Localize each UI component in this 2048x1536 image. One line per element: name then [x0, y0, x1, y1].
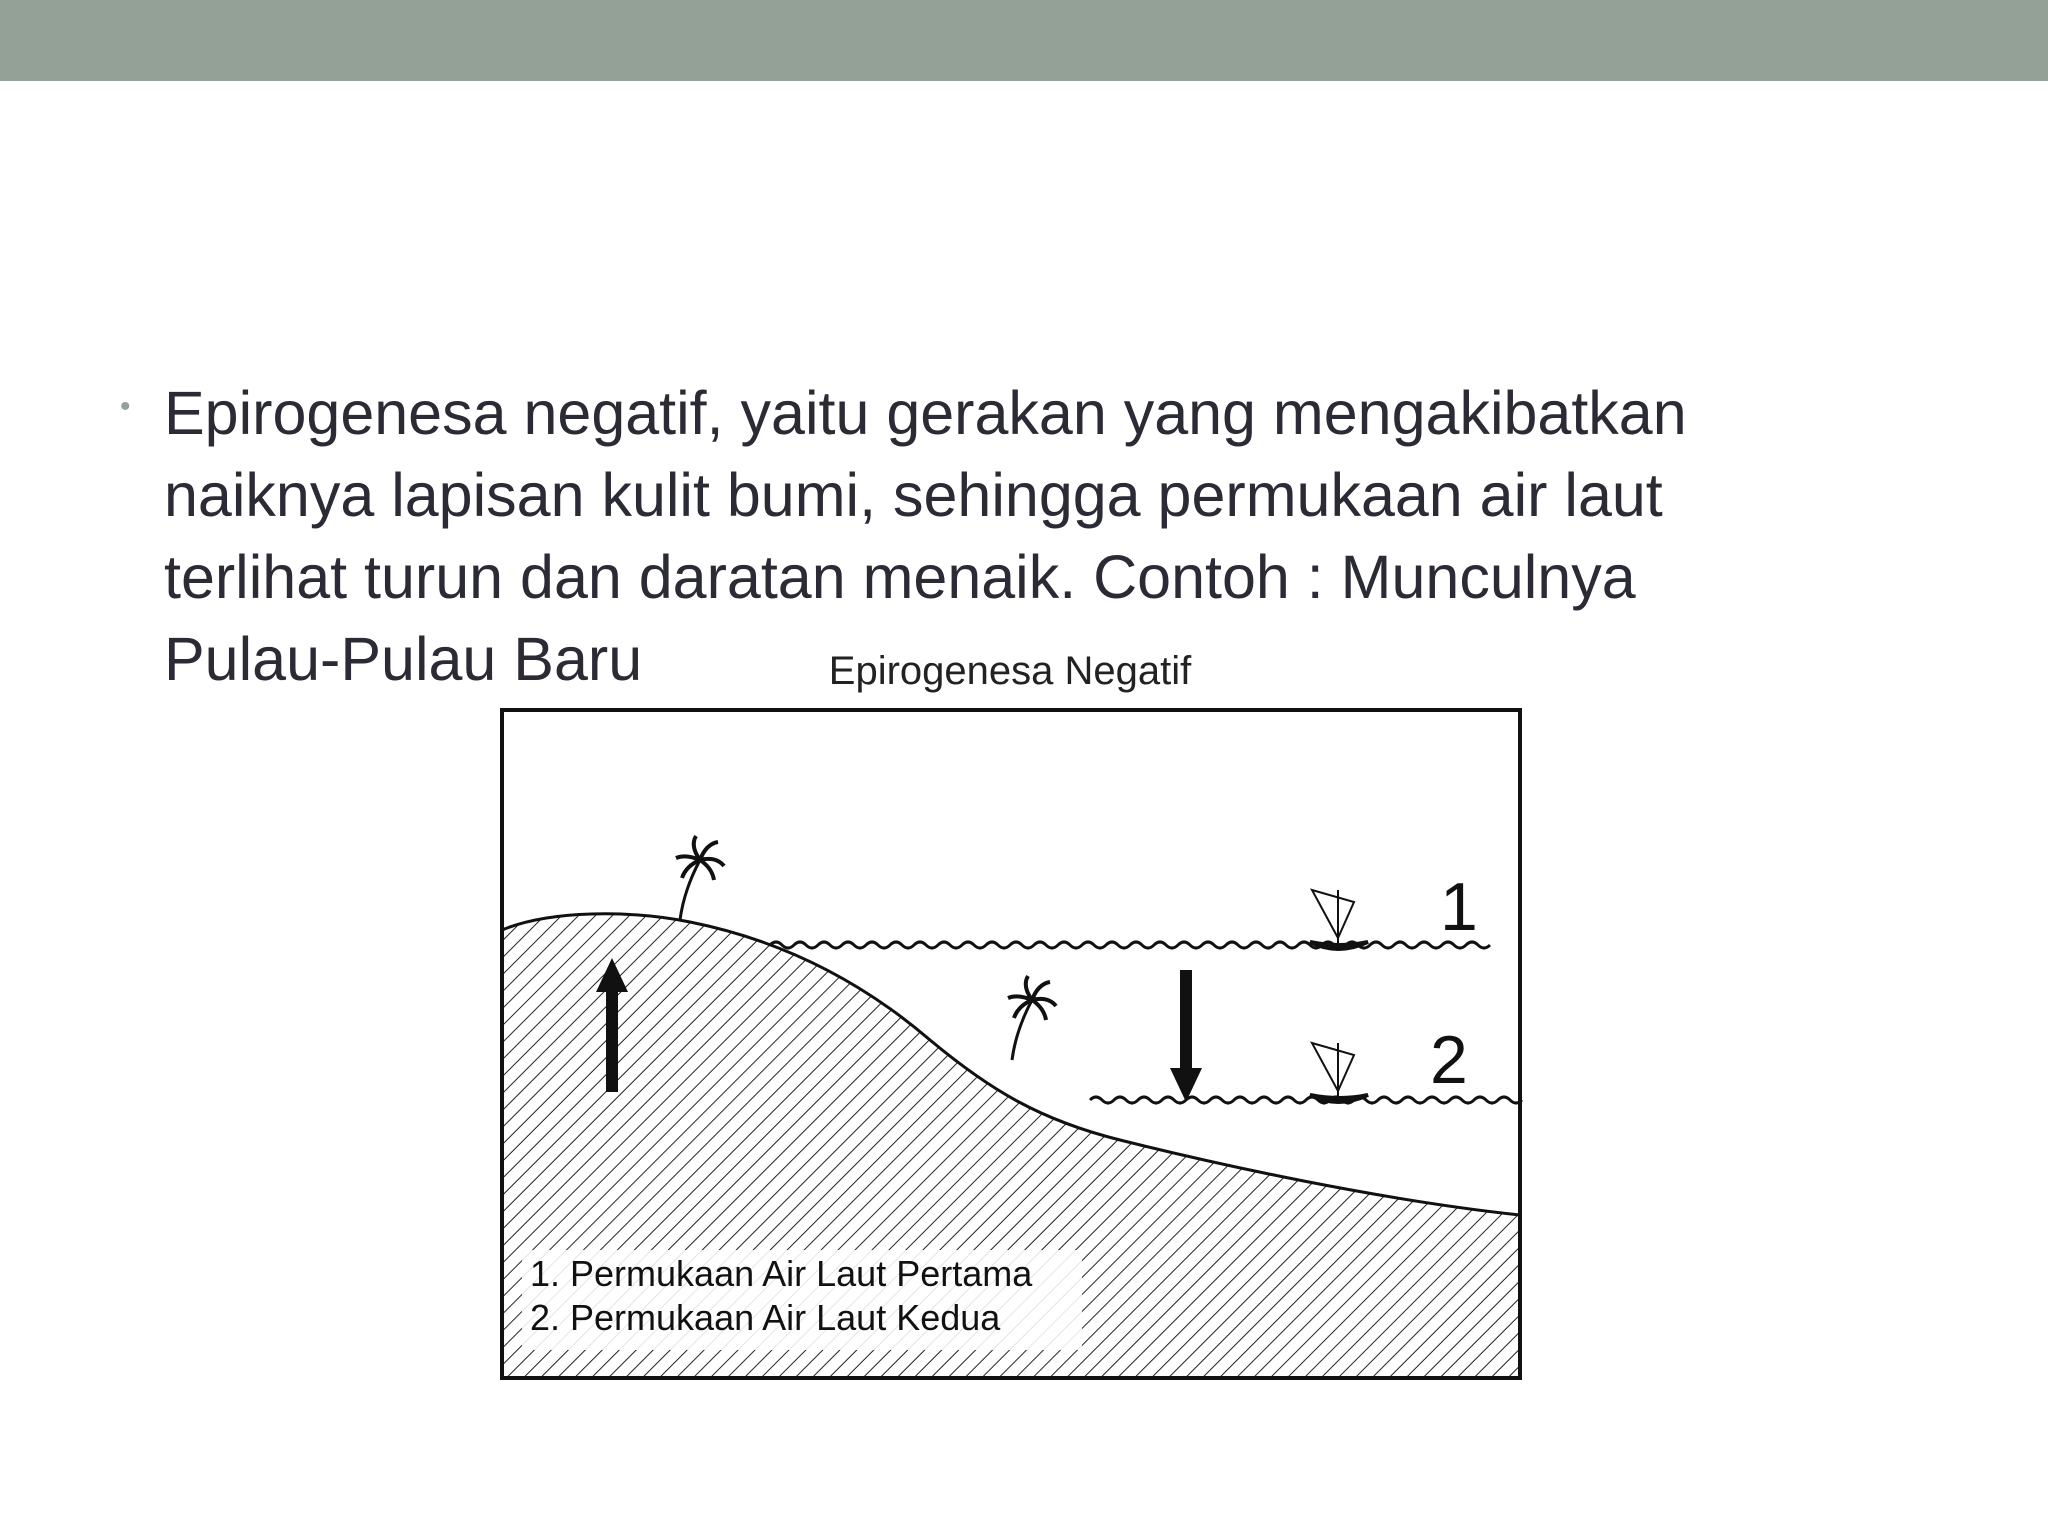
sea-level-2-label: 2 — [1430, 1022, 1468, 1098]
legend-item-2: 2. Permukaan Air Laut Kedua — [530, 1297, 1001, 1338]
down-arrow-icon — [1170, 970, 1202, 1102]
top-bar — [0, 0, 2048, 81]
boat-icon — [1310, 890, 1368, 949]
bullet-dot: • — [120, 390, 131, 423]
palm-tree-icon — [676, 836, 724, 920]
bullet-text: Epirogenesa negatif, yaitu gerakan yang mengakibatkan naiknya lapisan kulit bumi, sehingga permukaan air laut terlihat turun dan daratan menaik. Contoh : Munculnya Pulau-Pulau Baru — [164, 379, 1687, 693]
legend-item-1: 1. Permukaan Air Laut Pertama — [530, 1253, 1033, 1294]
sea-level-1-label: 1 — [1440, 869, 1478, 945]
figure-svg — [480, 640, 1540, 1390]
sea-level-1 — [770, 942, 1490, 948]
palm-tree-icon — [1008, 976, 1056, 1060]
figure-title: Epirogenesa Negatif — [828, 649, 1192, 693]
epirogenesa-figure — [480, 640, 1540, 1390]
boat-icon — [1310, 1043, 1368, 1102]
